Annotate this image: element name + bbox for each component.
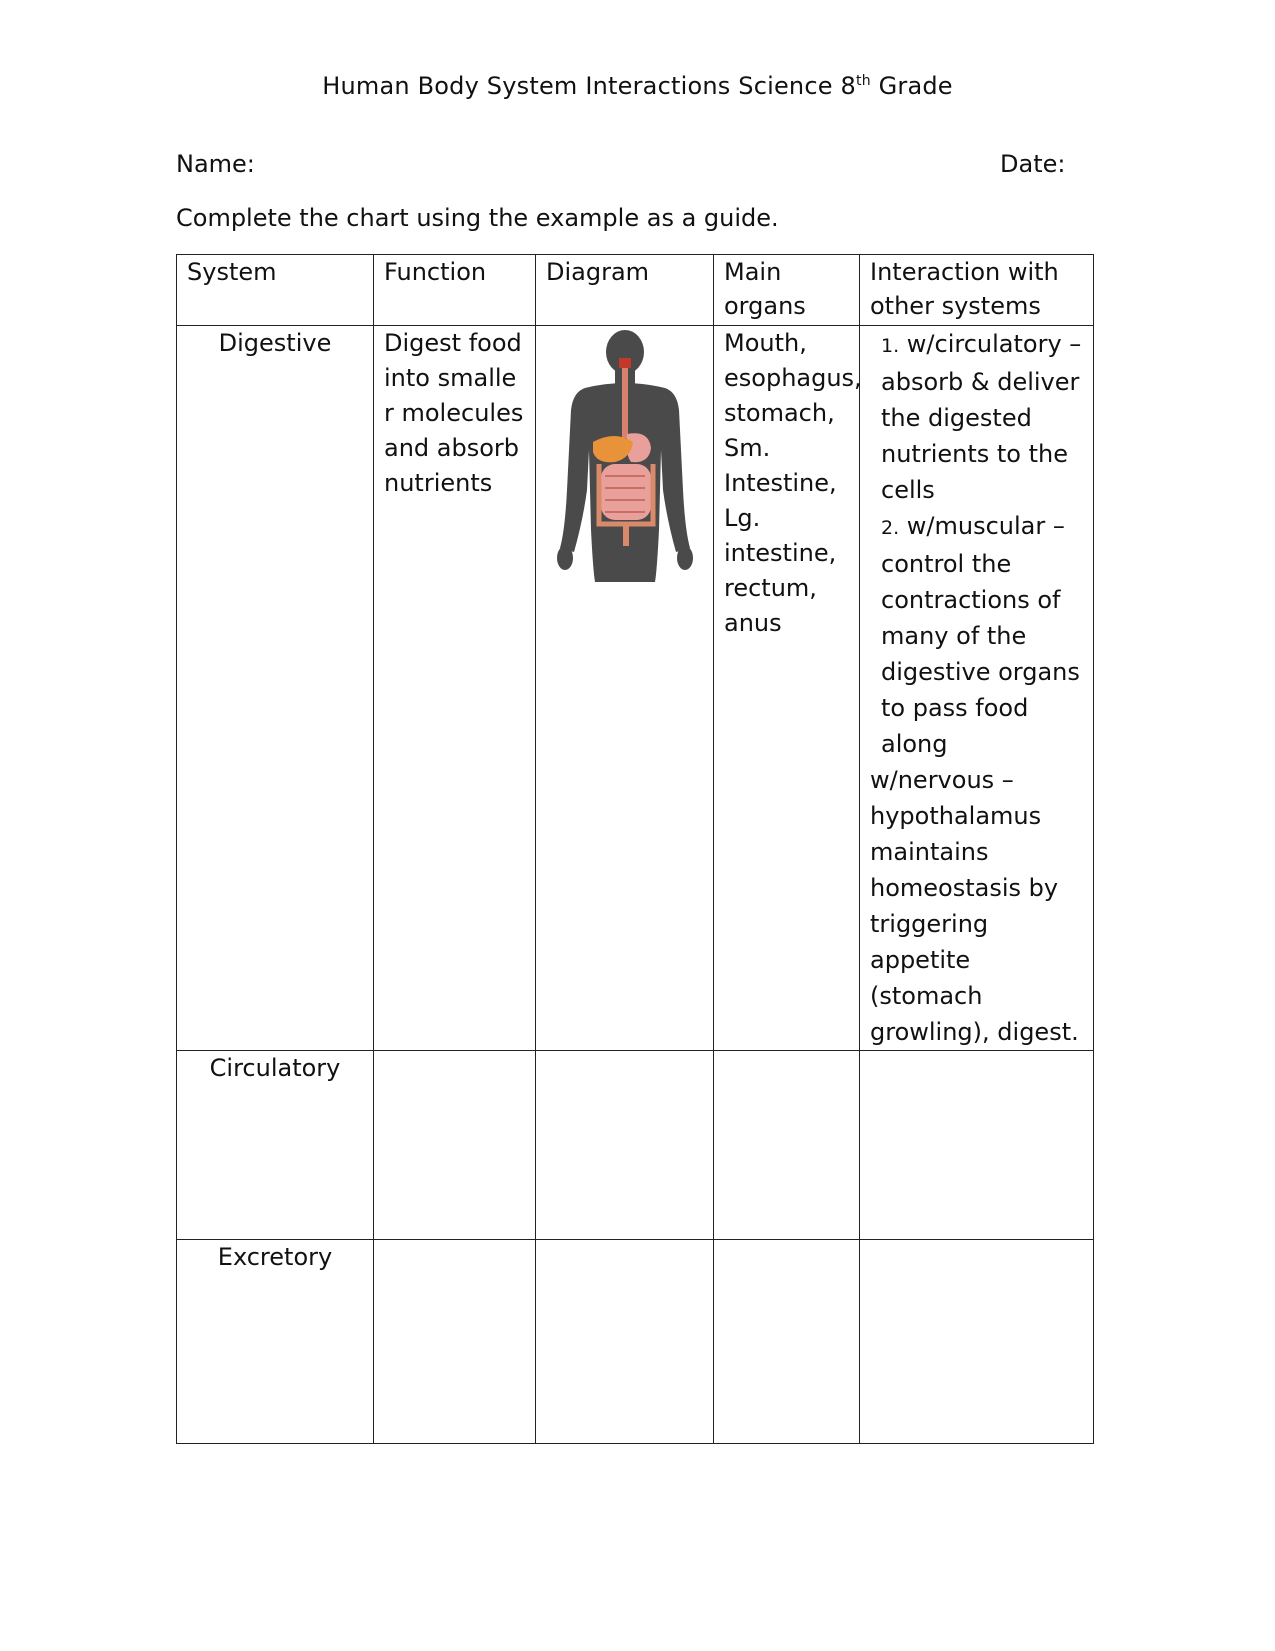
function-cell[interactable] [374, 1240, 536, 1444]
table-row [177, 326, 1094, 1051]
human-digestive-system-icon [545, 330, 705, 582]
diagram-cell[interactable] [536, 1051, 714, 1240]
main-organs-cell [714, 326, 860, 1051]
main-organs-cell[interactable] [714, 1240, 860, 1444]
name-label: Name: [176, 150, 255, 178]
interaction-number: 1. [881, 335, 900, 357]
title-superscript: th [856, 73, 871, 89]
page-title [0, 72, 1275, 100]
main-organs-cell[interactable] [714, 1051, 860, 1240]
main-organs-text: Mouth, esophagus, stomach, Sm. Intestine, Lg. intestine, rectum, anus [724, 329, 862, 637]
table-header-row [177, 255, 1094, 326]
interaction-text: w/circulatory – absorb & deliver the digested nutrients to the cells [881, 330, 1082, 504]
interaction-text: w/muscular – control the contractions of many of the digestive organs to pass food along [881, 512, 1080, 758]
column-header-interaction: Interaction with other systems [860, 255, 1094, 326]
function-text: Digest food into smaller molecules and absorb nutrients [384, 329, 524, 497]
system-name: Excretory [217, 1243, 333, 1271]
interaction-cell[interactable] [860, 1051, 1094, 1240]
column-header-system: System [177, 255, 374, 326]
column-header-main-organs: Main organs [714, 255, 860, 326]
title-end: Grade [870, 72, 953, 100]
interaction-item [870, 326, 1083, 508]
instructions: Complete the chart using the example as a guide. [176, 204, 779, 232]
system-cell [177, 1051, 374, 1240]
diagram-cell [536, 326, 714, 1051]
date-label: Date: [1000, 150, 1066, 178]
interaction-item [870, 508, 1083, 762]
function-cell [374, 326, 536, 1051]
interaction-cell [860, 326, 1094, 1051]
diagram-cell[interactable] [536, 1240, 714, 1444]
system-name: Circulatory [209, 1054, 341, 1082]
table-row [177, 1051, 1094, 1240]
body-systems-chart [176, 254, 1094, 1444]
column-header-function: Function [374, 255, 536, 326]
system-name: Digestive [218, 329, 332, 357]
interaction-cell[interactable] [860, 1240, 1094, 1444]
column-header-diagram: Diagram [536, 255, 714, 326]
table-row [177, 1240, 1094, 1444]
system-cell [177, 326, 374, 1051]
interaction-extra-text: w/nervous – hypothalamus maintains homeostasis by triggering appetite (stomach growling), digest. [870, 766, 1079, 1046]
title-main: Human Body System Interactions Science 8 [322, 72, 856, 100]
function-cell[interactable] [374, 1051, 536, 1240]
interaction-number: 2. [881, 517, 900, 539]
system-cell [177, 1240, 374, 1444]
